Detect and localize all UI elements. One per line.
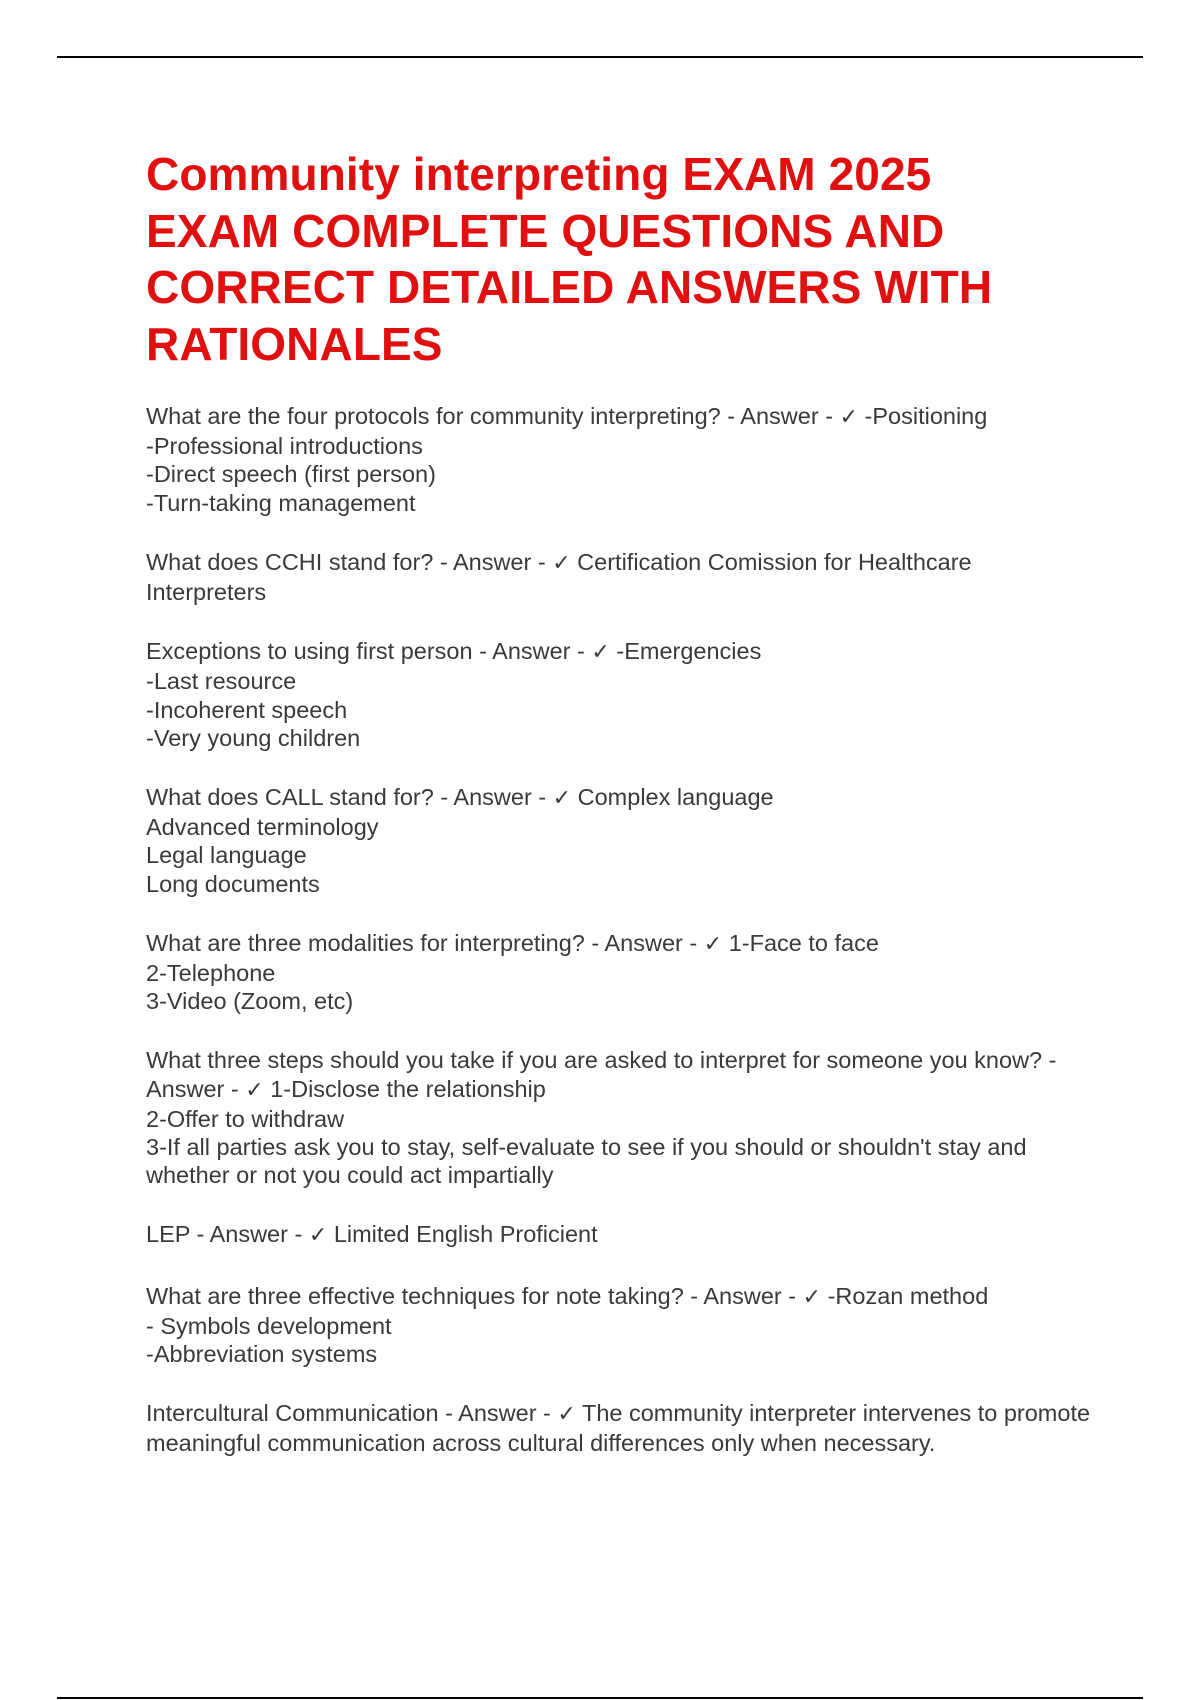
answer-text: 1-Face to face <box>728 929 879 956</box>
check-icon: ✓ <box>552 786 572 812</box>
qa-first-line <box>146 1282 1096 1312</box>
qa-item <box>146 929 1096 1016</box>
answer-line: -Abbreviation systems <box>146 1341 378 1368</box>
qa-item <box>146 783 1096 898</box>
check-icon: ✓ <box>703 931 723 957</box>
answer-line: 2-Telephone <box>146 960 276 987</box>
answer-separator: - Answer - <box>584 929 704 956</box>
qa-item <box>146 1282 1096 1369</box>
check-icon: ✓ <box>308 1223 328 1249</box>
check-icon: ✓ <box>557 1402 576 1428</box>
answer-line: -Direct speech (first person) <box>146 461 436 488</box>
check-icon: ✓ <box>591 640 610 666</box>
qa-first-line <box>146 637 1096 667</box>
title-line: CORRECT DETAILED ANSWERS WITH <box>146 261 993 313</box>
title-line: RATIONALES <box>146 317 443 370</box>
answer-text: Complex language <box>577 784 774 811</box>
qa-first-line <box>146 783 1096 813</box>
qa-item <box>146 637 1096 752</box>
answer-text: 1-Disclose the relationship <box>270 1075 546 1102</box>
answer-separator: - Answer - <box>683 1282 803 1309</box>
answer-line: -Turn-taking management <box>146 489 416 516</box>
title-line: Community interpreting EXAM 2025 <box>146 148 932 200</box>
qa-first-line <box>146 402 1096 432</box>
qa-first-line <box>146 1046 1096 1104</box>
answer-line: -Professional introductions <box>146 433 423 460</box>
answer-line: - Symbols development <box>146 1312 392 1339</box>
answer-separator: - Answer - <box>720 403 840 429</box>
question-text: Intercultural Communication <box>146 1400 439 1427</box>
answer-separator: - Answer - <box>433 784 553 811</box>
answer-line: Legal language <box>146 842 307 869</box>
title-line: EXAM COMPLETE QUESTIONS AND <box>146 204 945 257</box>
answer-line: 3-If all parties ask you to stay, self-evaluate to see if you should or shouldn't stay and whether or not you could act impartially <box>146 1134 1034 1189</box>
answer-text: -Emergencies <box>616 638 762 665</box>
question-text: What does CALL stand for? <box>146 784 434 811</box>
question-text: What are the four protocols for community interpreting? <box>146 403 721 429</box>
answer-text: -Rozan method <box>827 1282 989 1309</box>
qa-item <box>146 1220 1096 1250</box>
qa-item <box>146 402 1096 517</box>
top-rule <box>57 56 1143 58</box>
question-text: What are three effective techniques for note taking? <box>146 1282 684 1309</box>
check-icon: ✓ <box>839 405 858 430</box>
answer-line: Advanced terminology <box>146 814 379 841</box>
answer-text: -Positioning <box>864 403 988 429</box>
answer-line: -Incoherent speech <box>146 696 348 723</box>
answer-separator: - Answer - <box>433 548 553 575</box>
question-text: What are three modalities for interpreting? <box>146 929 585 956</box>
answer-text: Limited English Proficient <box>333 1221 598 1248</box>
answer-text: The community interpreter intervenes to promote meaningful communication across cultural differences only when necessary. <box>146 1400 1097 1457</box>
answer-line: -Very young children <box>146 724 361 751</box>
answer-line: Interpreters <box>146 579 267 606</box>
qa-first-line <box>146 548 1096 578</box>
question-text: What does CCHI stand for? <box>146 548 434 575</box>
answer-line: 2-Offer to withdraw <box>146 1105 345 1132</box>
answer-separator: - Answer - <box>190 1221 309 1248</box>
question-text: LEP <box>146 1221 190 1248</box>
answer-separator: - Answer - <box>438 1400 558 1427</box>
qa-first-line <box>146 1399 1096 1457</box>
answer-separator: - Answer - <box>146 1047 1062 1102</box>
check-icon: ✓ <box>552 550 571 576</box>
answer-line: 3-Video (Zoom, etc) <box>146 988 354 1015</box>
check-icon: ✓ <box>245 1077 264 1103</box>
document-title <box>146 146 1096 372</box>
check-icon: ✓ <box>802 1284 822 1310</box>
question-text: Exceptions to using first person <box>146 638 473 665</box>
answer-line: -Last resource <box>146 668 297 695</box>
qa-list <box>146 402 1096 1458</box>
answer-text: Certification Comission for Healthcare <box>577 548 972 575</box>
answer-separator: - Answer - <box>472 638 592 665</box>
bottom-rule <box>57 1697 1143 1699</box>
answer-line: Long documents <box>146 870 320 897</box>
qa-item <box>146 1046 1096 1189</box>
question-text: What three steps should you take if you are asked to interpret for someone you know? <box>146 1047 1043 1074</box>
document-body <box>146 146 1096 1489</box>
qa-item <box>146 548 1096 606</box>
qa-item <box>146 1399 1096 1457</box>
qa-first-line <box>146 929 1096 959</box>
qa-first-line <box>146 1220 1096 1250</box>
